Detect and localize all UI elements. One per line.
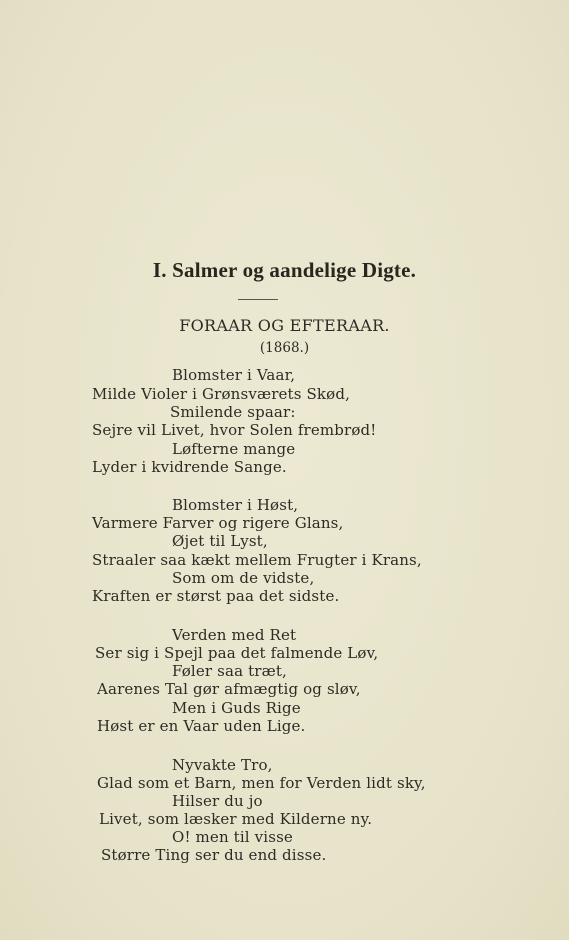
poem-line: Smilende spaar: [170, 403, 296, 421]
poem-line: Glad som et Barn, men for Verden lidt sky, [97, 774, 426, 792]
poem-line: Større Ting ser du end disse. [101, 846, 327, 864]
poem-line: Kraften er størst paa det sidste. [92, 587, 340, 605]
poem-line: Sejre vil Livet, hvor Solen frembrød! [92, 421, 377, 439]
poem-line: Men i Guds Rige [172, 699, 301, 717]
poem-line: Milde Violer i Grønsværets Skød, [92, 385, 350, 403]
poem-line: Løfterne mange [172, 440, 296, 458]
poem-line: O! men til visse [172, 828, 293, 846]
poem-line: Blomster i Høst, [172, 496, 299, 514]
poem-line: Blomster i Vaar, [172, 366, 296, 384]
poem-line: Varmere Farver og rigere Glans, [92, 514, 344, 532]
poem-line: Høst er en Vaar uden Lige. [97, 717, 306, 735]
poem-line: Føler saa træt, [172, 662, 287, 680]
title-divider [238, 299, 278, 300]
poem-line: Straaler saa kækt mellem Frugter i Krans, [92, 551, 422, 569]
poem-line: Nyvakte Tro, [172, 756, 273, 774]
poem-title: FORAAR OG EFTERAAR. [179, 316, 390, 335]
poem-line: Lyder i kvidrende Sange. [92, 458, 287, 476]
poem-line: Livet, som læsker med Kilderne ny. [99, 810, 373, 828]
poem-line: Verden med Ret [172, 626, 297, 644]
poem-line: Aarenes Tal gør afmægtig og sløv, [97, 680, 361, 698]
poem-line: Som om de vidste, [172, 569, 315, 587]
poem-year: (1868.) [259, 340, 310, 356]
poem-line: Hilser du jo [172, 792, 263, 810]
poem-line: Øjet til Lyst, [172, 532, 268, 550]
poem-line: Ser sig i Spejl paa det falmende Løv, [95, 644, 379, 662]
section-title: I. Salmer og aandelige Digte. [152, 258, 417, 282]
